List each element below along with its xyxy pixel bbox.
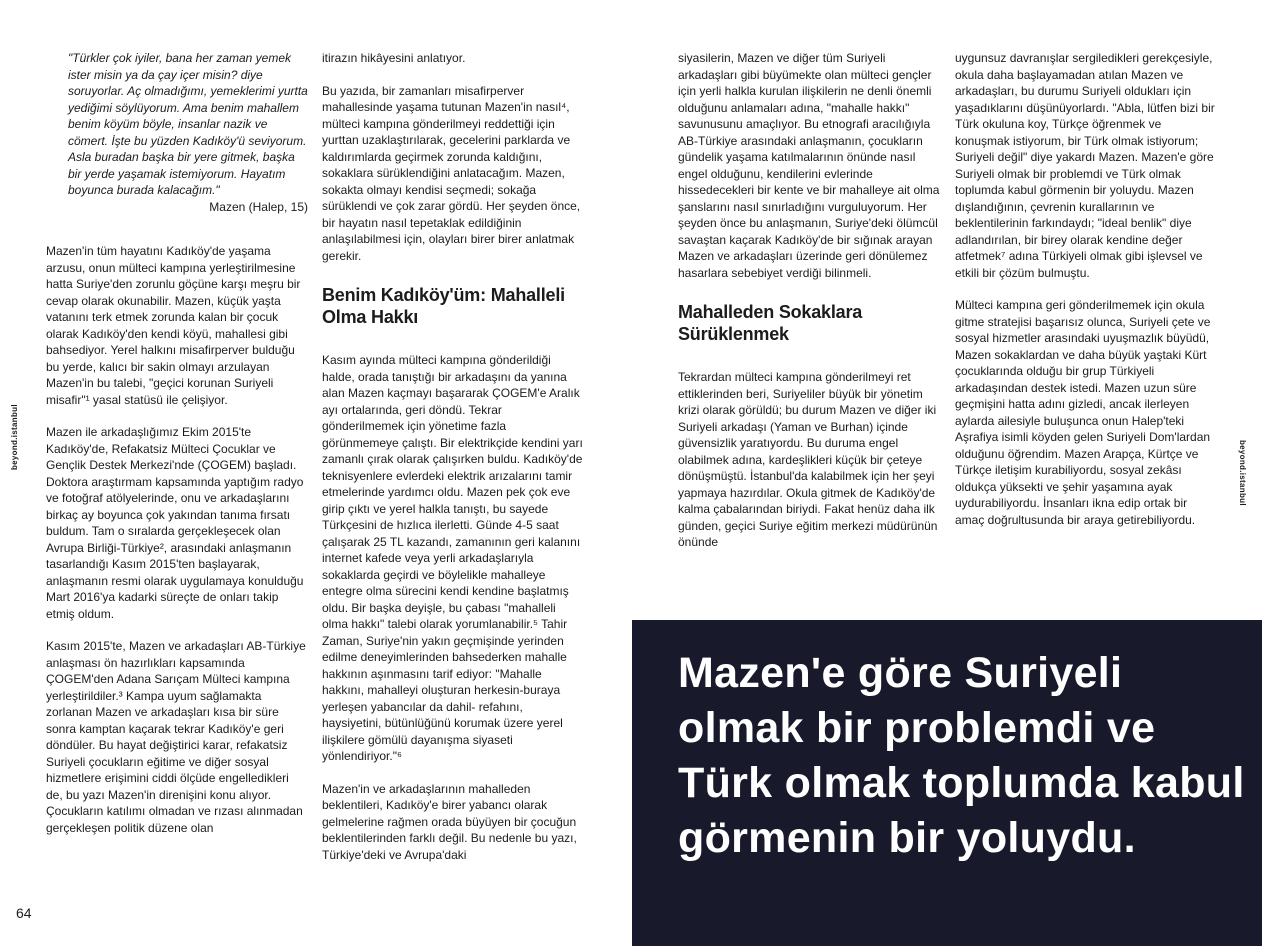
paragraph: siyasilerin, Mazen ve diğer tüm Suriyeli arkadaşları gibi büyümekte olan mülteci gençler için yerli halkla kurulan ilişkilerin ne denli önemli olduğunu anlamaları adına, "mahalle hakkı" savunusunu amaçlıyor. Bu etnografi aracılığıyla AB-Türkiye arasındaki anlaşmanın, çocukların gündelik yaşama katılmalarının önünde nasıl engel olduğunu, kendilerini evlerinde hissedecekleri bir kente ve bir mahalleye ait olma şanslarını nasıl sınırladığını vurguluyorum. Her şeyden önce bu anlaşmanın, Suriye'deki ölümcül savaştan kaçarak Kadıköy'de bir sığınak arayan Mazen ve arkadaşları üzerinde geri dönülemez hasarlara sebebiyet verdiği bilinmeli.	[678, 51, 940, 280]
paragraph: Mazen ile arkadaşlığımız Ekim 2015'te Kadıköy'de, Refakatsiz Mülteci Çocuklar ve Gençlik Destek Merkezi'nde (ÇOGEM) başladı. Doktora araştırmam kapsamında yaptığım radyo ve fotoğraf atölyelerinde, onu ve arkadaşlarını birkaç ay boyunca çok yakından tanıma fırsatı buldum. Tam o sıralarda gerçekleşecek olan Avrupa Birliği-Türkiye², arasındaki anlaşmanın tasarlandığı Kasım 2015'ten başlayarak, anlaşmanın resmi olarak uygulamaya konulduğu Mart 2016'ya kadarki süreçte de onları takip etmiş oldum.	[46, 425, 304, 621]
paragraph: Bu yazıda, bir zamanları misafirperver mahallesinde yaşama tutunan Mazen'in nasıl⁴, mülteci kampına gönderilmeyi reddettiği için yurttan uzaklaştırılarak, gecelerini parklarda ve kaldırımlarda geçirmek zorunda kaldığını, sokaklara sürüklendiğini anlatacağım. Mazen, sokakta olmayı kendisi seçmedi; sokağa sürüklendi ve çok zarar gördü. Her şeyden önce, bir hayatın nasıl tepetaklak edildiğinin anlaşılabilmesi için, olayları birer birer anlatmak gerekir.	[322, 83, 581, 263]
pull-quote-box	[632, 620, 1262, 946]
paragraph: Kasım ayında mülteci kampına gönderildiği halde, orada tanıştığı bir arkadaşını da yanına alan Mazen kaçmayı başararak ÇOGEM'e Aralık ayı ortalarında, geri döndü. Tekrar gönderilmemek için yönetime fazla görünmemeye çalıştı. Bir elektrikçide kendini yarı zamanlı çırak olarak çalışırken buldu. Kadıköy'de teknisyenlere evlerdeki elektrik arızalarını tamir etmelerinde yardımcı oldu. Mazen pek çok eve girip çıktı ve yerel halkla tanıştı, bu sayede Türkçesini de hızlıca ilerletti. Günde 4-5 saat çalışarak 25 TL kazandı, zamanının geri kalanını internet kafede veya yerli arkadaşlarıyla sokaklarda geçirdi ve böylelikle mahalleye entegre olma sürecini kendi kendine başlatmış oldu. Bir başka deyişle, bu çabası "mahalleli olma hakkı" talebi olarak yorumlanabilir.⁵ Tahir Zaman, Suriye'nin yakın geçmişinde yerinden edilme deneyimlerinden bahsederken mahalle hakkının aşınmasını tarif ediyor: "Mahalle hakkını, mahalleyi oluşturan herkesin-buraya yerleşen yabancılar da dahil- refahını, haysiyetini, bütünlüğünü korumak üzere yerel ilişkilere gömülü dayanışma siyaseti yönlendiriyor."⁶	[322, 353, 583, 763]
column-4	[955, 50, 1217, 544]
section-heading-2: Mahalleden Sokaklara Sürüklenmek	[678, 302, 863, 344]
paragraph: Tekrardan mülteci kampına gönderilmeyi ret ettiklerinden beri, Suriyeliler büyük bir yönetim krizi olarak görüldü; bu durum Mazen ve diğer iki Suriyeli arkadaşı (Yaman ve Burhan) içinde güvensizlik yaratıyordu. Bu duruma engel olabilmek adına, kardeşlikleri küçük bir çeteye dönüşmüştü. İstanbul'da kalabilmek için her şeyi yapmaya hazırdılar. Okula gitmek de Kadıköy'de kalma çabalarından biriydi. Fakat henüz daha ilk günden, geçici Suriye eğitim merkezi müdürünün önünde	[678, 370, 938, 549]
paragraph: Mazen'in tüm hayatını Kadıköy'de yaşama arzusu, onun mülteci kampına yerleştirilmesine hatta Suriye'den zorunlu göçüne karşı meşru bir cevap olarak okunabilir. Mazen, küçük yaşta vatanını terk etmek zorunda kalan bir çocuk olarak Kadıköy'den kendi köyü, mahallesi gibi bahsediyor. Yerel halkını misafirperver bulduğu bu yerde, kalıcı bir sakin olmayı arzulayan Mazen'in bu talebi, "geçici korunan Suriyeli misafir"¹ yasal statüsü ile çelişiyor.	[46, 244, 301, 407]
page-number: 64	[16, 905, 32, 921]
paragraph: Kasım 2015'te, Mazen ve arkadaşları AB-Türkiye anlaşması ön hazırlıkları kapsamında ÇOGEM'den Adana Sarıçam Mülteci kampına yerleştirildiler.³ Kampa uyum sağlamakta zorlanan Mazen ve arkadaşları kısa bir süre sonra kamptan kaçarak tekrar Kadıköy'e geri döndüler. Bu hayat değiştirici karar, refakatsiz Suriyeli çocukların eğitime ve diğer sosyal hizmetlere erişimini ciddi ölçüde engelledikleri de, bu yazı Mazen'in direnişini konu alıyor. Çocukların katılımı olmadan ve rızası alınmadan gerçekleşen politik düzene olan	[46, 639, 306, 835]
paragraph: itirazın hikâyesini anlatıyor.	[322, 51, 466, 65]
column-2	[322, 50, 584, 879]
section-heading-1: Benim Kadıköy'üm: Mahalleli Olma Hakkı	[322, 285, 565, 327]
side-label-left: beyond.istanbul	[10, 404, 19, 470]
pull-quote-text: Mazen'e göre Suriyeli olmak bir problemdi ve Türk olmak toplumda kabul görmenin bir yoluydu.	[678, 649, 1245, 862]
paragraph: Mülteci kampına geri gönderilmemek için okula gitme stratejisi başarısız olunca, Suriyeli çete ve sosyal hizmetler arasındaki uyuşmazlık büyüdü, Mazen sokaklardan ve daha büyük yaştaki Kürt çocuklarında olduğu bir grup Türkiyeli arkadaşından destek istedi. Mazen uzun süre geçmişini hatta adını gizledi, ancak ilerleyen aylarda ailesiyle buluşunca onun Halep'teki Aşrafiya isimli köyden gelen Suriyeli Dom'lardan olduğunu öğrendim. Mazen Arapça, Kürtçe ve Türkçe iletişim kurabiliyordu, sosyal zekâsı oldukça yüksekti ve şehir yaşamına ayak uydurabiliyordu. İnsanları ikna edip ortak bir amaç doğrultusunda bir araya getirebiliyordu.	[955, 298, 1211, 527]
column-1	[46, 50, 308, 852]
side-label-right: beyond.istanbul	[1238, 440, 1247, 506]
quote-attribution: Mazen (Halep, 15)	[209, 199, 308, 214]
paragraph: uygunsuz davranışlar sergiledikleri gerekçesiyle, okula daha başlayamadan atılan Mazen ve arkadaşları, bu durumu Suriyeli oldukları için yaşadıklarını düşünüyorlardı. "Abla, lütfen bizi bir Türk okuluna koy, Türkçe öğrenmek ve konuşmak istiyorum, bir Türk olmak istiyorum; Suriyeli değil" diye yakardı Mazen. Mazen'e göre Suriyeli olmak bir problemdi ve Türk olmak toplumda kabul görmenin bir yoluydu. Mazen dışlandığının, çevrenin kurallarının ve beklentilerinin farkındaydı; "ideal benlik" diye adlandırılan, bir birey olarak kendine değer atfetmek⁷ adına Türkiyeli olmak gibi işlevsel ve etkili bir çözüm bulmuştu.	[955, 51, 1215, 280]
opening-quote: "Türkler çok iyiler, bana her zaman yemek ister misin ya da çay içer misin? diye soruyorlar. Aç olmadığımı, yemeklerimi yurtta yediğimi söylüyorum. Ama benim mahallem benim köyüm böyle, insanlar nazik ve cömert. İşte bu yüzden Kadıköy'ü seviyorum. Asla buradan başka bir yere gitmek, başka bir yerde yaşamak istemiyorum. Hayatım boyunca burada kalacağım."	[68, 51, 308, 197]
column-3	[678, 50, 940, 567]
paragraph: Mazen'in ve arkadaşlarının mahalleden beklentileri, Kadıköy'e birer yabancı olarak gelmelerine rağmen orada büyüyen bir çocuğun beklentilerinden farklı değil. Bu nedenle bu yazı, Türkiye'deki ve Avrupa'daki	[322, 781, 577, 862]
